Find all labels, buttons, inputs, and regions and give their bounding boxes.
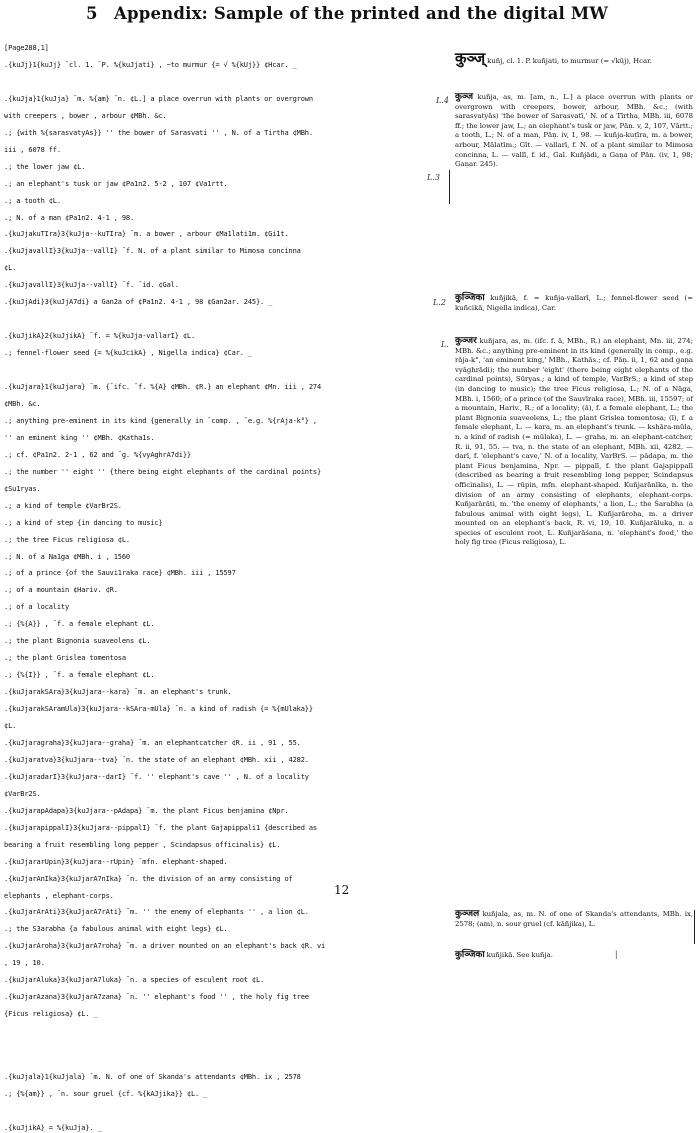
digital-text-line: .; of a prince {of the Sauvi1raka race} ¢MBh. iii , 15597 (4, 569, 236, 578)
digital-text-line (4, 78, 440, 87)
digital-text-line: .{kuJj}1{kuJj} ¯cl. 1. ¯P. %{kuJjati} , ~to murmur {= √ %{kUj}} ¢Hcar. _ (4, 60, 297, 69)
entry-text: kuñja, as, m. [am, n., L.] a place overrun with plants or overgrown with creepers, bower, arbour, MBh. &c.; (with sarasvatyās) 'the bower of Sarasvatī,' N. of a Tīrtha, MBh. iii, 6078 ff.; the lower jaw, L.; an elephant's tusk or jaw, Pāṇ. v, 2, 107, Vārtt.; a tooth, L.; N. of a man, Pāṇ. iv, 1, 98. — kuñja-kuṭīra, m. a bower, arbour, Mālatīm.; Gīt. — vallarī, f. N. of a plant similar to Mimosa concinna, L. — vallī, f. id., Gal. Kuñjādi, a Gaṇa of Pāṇ. (iv, 1, 98; Gaṇar. 245). (455, 93, 693, 169)
margin-mark: | (614, 950, 618, 959)
digital-text-line: .{kuJjaratva}3{kuJjara--tva} ¯n. the state of an elephant ¢MBh. xii , 4282. (4, 755, 309, 764)
digital-text-line: , 19 , 10. (4, 959, 45, 968)
digital-text-line: .; fennel-flower seed {= %{kuJcikA} , Nigella indica} ¢Car. _ (4, 349, 252, 358)
digital-text-line: .; anything pre-eminent in its kind {generally in ¯comp. , ¯e.g. %{rAja-k°} , (4, 416, 317, 425)
digital-text-line: .{kuJjarakSAra}3{kuJjara--kara} ¯m. an elephant's trunk. (4, 688, 232, 697)
digital-text-line: ¢L. (4, 722, 17, 730)
digital-text-line: .; {with %{sarasvatyAs}} '' the bower of Sarasvati '' , N. of a Tirtha ¢MBh. (4, 128, 313, 137)
digital-text-line: .; a kind of step {in dancing to music} (4, 518, 163, 527)
devanagari-headword: कुञ्ज (455, 92, 474, 102)
digital-text-line: .; N. of a Na1ga ¢MBh. i , 1560 (4, 552, 130, 561)
digital-text-line: ¢Su1ryas. (4, 484, 41, 493)
digital-text-line: ¢VarBr2S. (4, 789, 41, 798)
digital-text-line: .{kuJjarArAti}3{kuJjarA7rAti} ¯m. '' the enemy of elephants '' , a lion ¢L. (4, 908, 309, 917)
digital-text-line: .{kuJjavallI}3{kuJja--vallI} ¯f. N. of a plant similar to Mimosa concinna (4, 247, 301, 256)
digital-text-line: .{kuJjala}1{kuJjala} ¯m. N. of one of Skanda's attendants ¢MBh. ix , 2578 (4, 1073, 301, 1081)
entry-text: kuñjikā. See kuñja. (486, 951, 553, 959)
digital-text-line: ¢L. (4, 264, 17, 273)
page-number: 12 (334, 883, 350, 897)
digital-text-line: .{kuJjAdi}3{kuJjA7di} a Gan2a of ¢Pa1n2. 4-1 , 98 ¢Gan2ar. 245}. _ (4, 298, 273, 307)
digital-text-line: .{kuJjarakSAramUla}3{kuJjara--kSAra-mUla} ¯n. a kind of radish {= %{mUlaka}} (4, 705, 313, 713)
digital-text-line: .{kuJjarAluka}3{kuJjarA7luka} ¯n. a species of esculent root ¢L. (4, 976, 265, 985)
section-heading (86, 4, 646, 23)
digital-text-line: iii , 6078 ff. (4, 145, 61, 154)
digital-text-line: .; the plant Grislea tomentosa (4, 654, 126, 663)
digital-text-line: with creepers , bower , arbour ¢MBh. &c. (4, 111, 167, 120)
section-number: 5 (86, 4, 98, 23)
margin-mark: L.4 (436, 96, 449, 105)
entry-kunjika-2 (455, 950, 693, 961)
digital-text-line: '' an eminent king '' ¢MBh. ¢Katha1s. (4, 433, 155, 442)
digital-text-line: .; {%{I}} , ¯f. a female elephant ¢L. (4, 671, 155, 680)
entry-kunjala (455, 910, 693, 929)
digital-text-line: .{kuJjarAnIka}3{kuJjarA7nIka} ¯n. the division of an army consisting of (4, 874, 293, 883)
entry-text: kuñjikā, f. = kuñja-vallarī, L.; fennel-flower seed (= kuñcikā, Nigella indica), Car. (455, 294, 693, 312)
digital-text-line: ¢MBh. &c. (4, 399, 41, 408)
digital-text-line: bearing a fruit resembling long pepper , Scindapsus officinalis} ¢L. (4, 840, 281, 849)
digital-text-line: {Ficus religiosa} ¢L. _ (4, 1010, 98, 1019)
entry-text: kuñjara, as, m. (ifc. f. ā, MBh., R.) an elephant, Mn. iii, 274; MBh. &c.; anything pre-eminent in its kind (generally in comp., e.g. rāja-k°, 'an eminent king,' MBh., Kathās.; cf. Pāṇ. ii, 1, 62 and gaṇa vyāghrādi); the number 'eight' (there being eight elephants of the cardinal points), Sūryas.; a kind of temple, VarBṛS.; a kind of step (in dancing to music); the tree Ficus religiosa, L.; N. of a Nāga, MBh. i, 1560; of a prince (of the Sauvīraka race), MBh. iii, 15597; of a mountain, Hariv., R.; of a locality; (ā), f. a female elephant, L.; the plant Bignonia suaveolens, L.; the plant Grislea tomentosa; (ī), f. a female elephant, L. — kara, m. an elephant's trunk. — kshāra-mūla, n. a kind of radish (= mūlaka), L. — graha, m. an elephant-catcher, R. ii, 91, 55. — tva, n. the state of an elephant, MBh. xii, 4282. — darī, f. 'elephant's cave,' N. of a locality, VarBṛS. — pādapa, m. the plant Ficus benjamina, Npr. — pippalī, f. the plant Gajapippalī (described as bearing a fruit resembling long pepper, Scindapsus officinalis), L. — rūpin, mfn. elephant-shaped. Kuñjarānīka, n. the division of an army consisting of elephants, elephant-corps. Kuñjarārāti, m. 'the enemy of elephants,' a lion, L.; the Śarabha (a fabulous animal with eight legs), L. Kuñjarāroha, m. a driver mounted on an elephant's back, R. vi, 19, 10. Kuñjarāluka, n. a species of esculent root, L. Kuñjarāśana, n. 'elephant's food,' the holy fig tree (Ficus religiosa), L. (455, 337, 693, 547)
entry-kunjara (455, 337, 693, 548)
digital-text-line: .{kuJjikA}2{kuJjikA} ¯f. = %{kuJja-vallarI} ¢L. (4, 332, 196, 341)
margin-bracket (694, 910, 695, 944)
digital-text-line: .; the lower jaw ¢L. (4, 162, 86, 171)
digital-text-line: .{kuJjavallI}3{kuJja--vallI} ¯f. ¯id. ¢Gal. (4, 281, 179, 290)
digital-text-line: .{kuJjakuTIra}3{kuJja--kuTIra} ¯m. a bower , arbour ¢Ma1lati1m. ¢Gi1t. (4, 230, 289, 239)
entry-text: kuñjala, as, m. N. of one of Skanda's attendants, MBh. ix, 2578; (am), n. sour gruel (cf. kāñjika), L. (455, 910, 693, 928)
devanagari-headword: कुञ्जल (455, 909, 480, 919)
digital-text-line: .; an elephant's tusk or jaw ¢Pa1n2. 5-2 , 107 ¢Va1rtt. (4, 179, 228, 188)
digital-text-line: .; the number '' eight '' {there being eight elephants of the cardinal points} (4, 467, 322, 476)
devanagari-headword: कुञ्जर (455, 336, 477, 346)
devanagari-headword: कुञ्ज् (455, 49, 486, 67)
digital-text-line: [Page288,1] (4, 44, 49, 52)
devanagari-headword: कुञ्जिका (455, 950, 485, 960)
devanagari-headword: कुञ्जिका (455, 293, 485, 303)
digital-text-line: .; a kind of temple ¢VarBr2S. (4, 501, 122, 510)
digital-text-line: .{kuJjaradarI}3{kuJjara--darI} ¯f. '' elephant's cave '' , N. of a locality (4, 772, 309, 781)
digital-text-line: .{kuJjara}1{kuJjara} ¯m. {¯ifc. ¯f. %{A} ¢MBh. ¢R.} an elephant ¢Mn. iii , 274 (4, 383, 322, 391)
entry-text: kuñj, cl. 1. P. kuñjati, to murmur (= √kūj), Hcar. (487, 57, 652, 65)
digital-text-line: .{kuJja}1{kuJja} ¯m. %{am} ¯n. ¢L.] a place overrun with plants or overgrown (4, 94, 313, 103)
digital-text-line: .; the tree Ficus religiosa ¢L. (4, 535, 130, 544)
margin-mark: L.2 (433, 298, 446, 307)
digital-text-line (4, 1027, 440, 1036)
digital-text-line: .; {%{A}} , ¯f. a female elephant ¢L. (4, 620, 155, 629)
digital-text-line: .; cf. ¢Pa1n2. 2-1 , 62 and ¯g. %{vyAghrA7di}} (4, 450, 191, 459)
digital-text-line: .; the plant Bignonia suaveolens ¢L. (4, 637, 151, 646)
digital-text-line: .; a tooth ¢L. (4, 196, 61, 205)
digital-text-line: .; {%{am}} , ¯n. sour gruel {cf. %{kAJjika}} ¢L. _ (4, 1090, 208, 1098)
margin-mark: L.3 (427, 173, 440, 182)
digital-text-line: .{kuJjarapAdapa}3{kuJjara--pAdapa} ¯m. the plant Ficus benjamina ¢Npr. (4, 806, 289, 815)
section-title: Appendix: Sample of the printed and the digital MW (114, 4, 609, 23)
digital-text-line (4, 366, 440, 375)
digital-text-line: elephants , elephant-corps. (4, 891, 114, 900)
margin-bracket (449, 170, 450, 204)
margin-mark: L. (441, 340, 449, 349)
digital-text-line: .{kuJjarapippalI}3{kuJjara--pippalI} ¯f. the plant Gajapippali1 {described as (4, 823, 317, 832)
digital-text-line: .{kuJjararUpin}3{kuJjara--rUpin} ¯mfn. elephant-shaped. (4, 857, 228, 866)
digital-text-line: .; N. of a man ¢Pa1n2. 4-1 , 98. (4, 213, 135, 222)
entry-kunja (455, 93, 693, 170)
digital-text-line (4, 315, 440, 324)
digital-text-line: .{kuJjarAzana}3{kuJjarA7zana} ¯n. '' elephant's food '' , the holy fig tree (4, 993, 309, 1002)
entry-kunjika (455, 294, 693, 313)
entry-kunj (455, 49, 693, 67)
digital-text-line: .; of a locality (4, 603, 70, 612)
digital-text-line: .{kuJjikA} = %{kuJja}. _ (4, 1123, 102, 1132)
digital-text-line (4, 1044, 440, 1053)
digital-text-line (4, 1107, 440, 1116)
digital-text-line: .{kuJjarAroha}3{kuJjarA7roha} ¯m. a driver mounted on an elephant's back ¢R. vi (4, 942, 326, 951)
digital-text-line: .{kuJjaragraha}3{kuJjara--graha} ¯m. an elephantcatcher ¢R. ii , 91 , 55. (4, 738, 301, 747)
digital-text-line: .; of a mountain ¢Hariv. ¢R. (4, 586, 118, 595)
digital-text-line: .; the S3arabha {a fabulous animal with eight legs} ¢L. (4, 925, 228, 934)
